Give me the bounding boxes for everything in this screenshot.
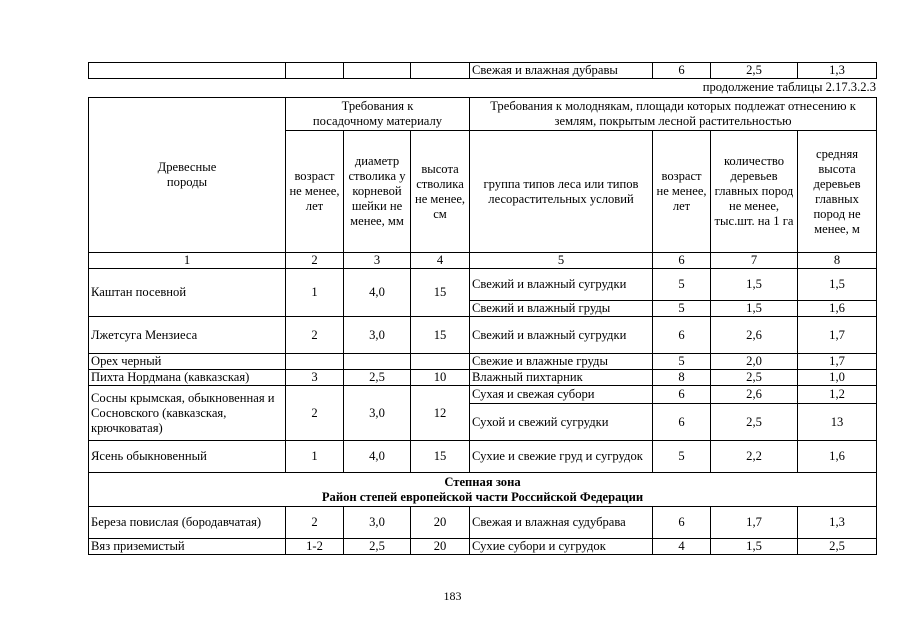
cell bbox=[411, 354, 470, 370]
column-number: 4 bbox=[411, 253, 470, 269]
cell: 15 bbox=[411, 317, 470, 354]
column-number: 8 bbox=[798, 253, 877, 269]
column-number: 2 bbox=[286, 253, 344, 269]
species-name: Пихта Нордмана (кавказская) bbox=[89, 370, 286, 386]
cell: 2 bbox=[286, 386, 344, 441]
table-row bbox=[89, 539, 877, 555]
header-age: возраст не менее, лет bbox=[286, 131, 344, 253]
zone-header bbox=[89, 473, 877, 507]
column-numbers-row bbox=[89, 253, 877, 269]
cell: 1,6 bbox=[798, 441, 877, 473]
column-number: 5 bbox=[470, 253, 653, 269]
species-name: Ясень обыкновенный bbox=[89, 441, 286, 473]
header-youngstock: Требования к молоднякам, площади которых подлежат отнесению к землям, покрытым лесной растительностью bbox=[470, 98, 877, 131]
cell bbox=[344, 354, 411, 370]
cell: 1,5 bbox=[711, 269, 798, 301]
cell: 6 bbox=[653, 317, 711, 354]
header-planting-material: Требования к посадочному материалу bbox=[286, 98, 470, 131]
species-name: Береза повислая (бородавчатая) bbox=[89, 507, 286, 539]
cell: Сухой и свежий сугрудки bbox=[470, 404, 653, 441]
cell: 13 bbox=[798, 404, 877, 441]
column-number: 7 bbox=[711, 253, 798, 269]
cell: 1,7 bbox=[798, 354, 877, 370]
cell: 20 bbox=[411, 539, 470, 555]
cell: 2,5 bbox=[798, 539, 877, 555]
cell: 15 bbox=[411, 441, 470, 473]
zone-title: Степная зона bbox=[444, 474, 521, 489]
table-row bbox=[89, 269, 877, 301]
cell: 1,5 bbox=[711, 301, 798, 317]
cell: 10 bbox=[411, 370, 470, 386]
cell: 1 bbox=[286, 269, 344, 317]
cell bbox=[344, 63, 411, 79]
cell: Свежий и влажный сугрудки bbox=[470, 317, 653, 354]
main-table bbox=[88, 97, 877, 555]
cell: 2,5 bbox=[344, 370, 411, 386]
cell: 1,7 bbox=[711, 507, 798, 539]
page-number: 183 bbox=[443, 589, 462, 603]
cell: 2 bbox=[286, 507, 344, 539]
header-species: Древесные породы bbox=[89, 98, 286, 253]
cell: 5 bbox=[653, 301, 711, 317]
cell: 4,0 bbox=[344, 269, 411, 317]
species-name: Вяз приземистый bbox=[89, 539, 286, 555]
cell: Сухая и свежая субори bbox=[470, 386, 653, 404]
cell: 3,0 bbox=[344, 386, 411, 441]
cell: Свежие и влажные груды bbox=[470, 354, 653, 370]
table-row bbox=[89, 354, 877, 370]
table-fragment-top bbox=[88, 62, 877, 79]
table-row bbox=[89, 370, 877, 386]
cell: 1,3 bbox=[798, 63, 877, 79]
cell: 1 bbox=[286, 441, 344, 473]
cell: 2,5 bbox=[711, 404, 798, 441]
table-row bbox=[89, 386, 877, 404]
table-row bbox=[89, 63, 877, 79]
cell: 2 bbox=[286, 317, 344, 354]
region-title: Район степей европейской части Российской Федерации bbox=[321, 489, 644, 504]
cell: 2,5 bbox=[711, 63, 798, 79]
cell: 1-2 bbox=[286, 539, 344, 555]
cell: Свежая и влажная дубравы bbox=[470, 63, 653, 79]
cell: 2,2 bbox=[711, 441, 798, 473]
header-row-1 bbox=[89, 98, 877, 131]
cell: 12 bbox=[411, 386, 470, 441]
cell bbox=[286, 354, 344, 370]
cell: Свежая и влажная судубрава bbox=[470, 507, 653, 539]
cell: 2,6 bbox=[711, 386, 798, 404]
column-number: 1 bbox=[89, 253, 286, 269]
header-height: высота стволика не менее, см bbox=[411, 131, 470, 253]
cell: 8 bbox=[653, 370, 711, 386]
cell: 3 bbox=[286, 370, 344, 386]
cell: 20 bbox=[411, 507, 470, 539]
cell: 1,0 bbox=[798, 370, 877, 386]
cell: 6 bbox=[653, 404, 711, 441]
species-name: Каштан посевной bbox=[89, 269, 286, 317]
column-number: 3 bbox=[344, 253, 411, 269]
column-number: 6 bbox=[653, 253, 711, 269]
cell: Свежий и влажный сугрудки bbox=[470, 269, 653, 301]
cell: Свежий и влажный груды bbox=[470, 301, 653, 317]
table-continuation-caption: продолжение таблицы 2.17.3.2.3 bbox=[702, 80, 876, 94]
table-row bbox=[89, 317, 877, 354]
header-tree-count: количество деревьев главных пород не менее, тыс.шт. на 1 га bbox=[711, 131, 798, 253]
zone-header-row bbox=[89, 473, 877, 507]
cell: 3,0 bbox=[344, 317, 411, 354]
cell: 15 bbox=[411, 269, 470, 317]
header-age-young: возраст не менее, лет bbox=[653, 131, 711, 253]
cell: 2,5 bbox=[344, 539, 411, 555]
table-row bbox=[89, 507, 877, 539]
cell bbox=[89, 63, 286, 79]
species-name: Орех черный bbox=[89, 354, 286, 370]
cell: Влажный пихтарник bbox=[470, 370, 653, 386]
table-row bbox=[89, 441, 877, 473]
header-average-height: средняя высота деревьев главных пород не менее, м bbox=[798, 131, 877, 253]
cell: 6 bbox=[653, 386, 711, 404]
cell: 4 bbox=[653, 539, 711, 555]
cell: 1,7 bbox=[798, 317, 877, 354]
cell bbox=[411, 63, 470, 79]
cell bbox=[286, 63, 344, 79]
species-name: Сосны крымская, обыкновенная и Сосновского (кавказская, крючковатая) bbox=[89, 386, 286, 441]
cell: 3,0 bbox=[344, 507, 411, 539]
cell: 6 bbox=[653, 507, 711, 539]
cell: 1,3 bbox=[798, 507, 877, 539]
cell: 1,5 bbox=[798, 269, 877, 301]
cell: 6 bbox=[653, 63, 711, 79]
cell: 2,0 bbox=[711, 354, 798, 370]
cell: 2,5 bbox=[711, 370, 798, 386]
cell: 4,0 bbox=[344, 441, 411, 473]
cell: 5 bbox=[653, 354, 711, 370]
header-diameter: диаметр стволика у корневой шейки не менее, мм bbox=[344, 131, 411, 253]
cell: Сухие и свежие груд и сугрудок bbox=[470, 441, 653, 473]
cell: 5 bbox=[653, 269, 711, 301]
species-name: Лжетсуга Мензиеса bbox=[89, 317, 286, 354]
cell: 2,6 bbox=[711, 317, 798, 354]
cell: Сухие субори и сугрудок bbox=[470, 539, 653, 555]
cell: 5 bbox=[653, 441, 711, 473]
cell: 1,2 bbox=[798, 386, 877, 404]
cell: 1,6 bbox=[798, 301, 877, 317]
header-forest-type: группа типов леса или типов лесорастительных условий bbox=[470, 131, 653, 253]
cell: 1,5 bbox=[711, 539, 798, 555]
